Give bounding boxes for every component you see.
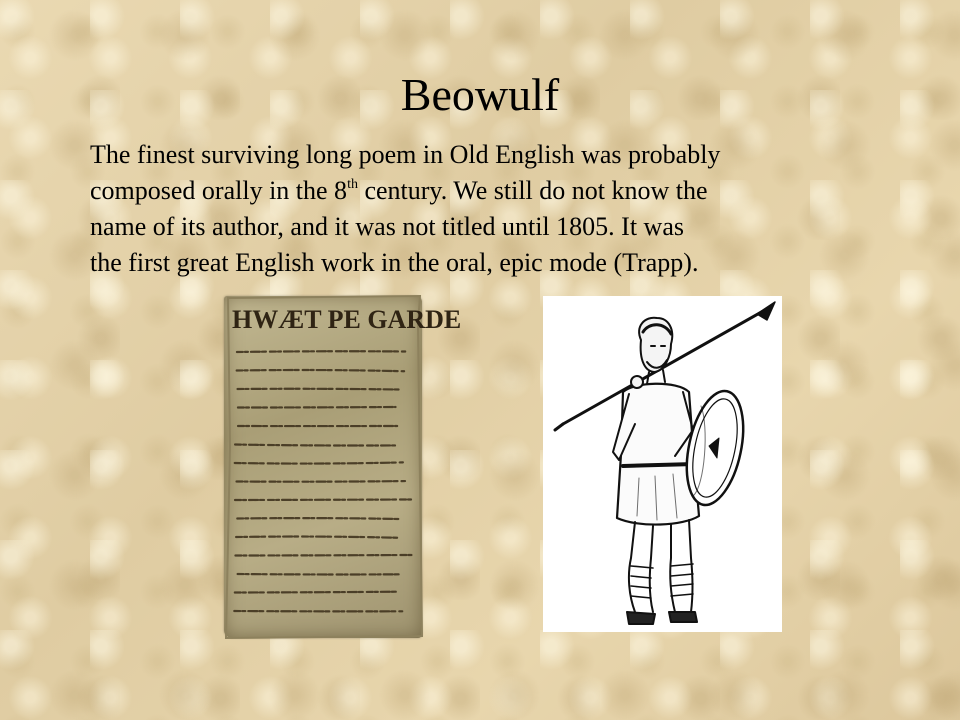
body-line-2-superscript: th <box>347 177 358 192</box>
slide-body-text <box>90 137 880 281</box>
manuscript-drawing <box>224 296 462 638</box>
manuscript-ink-line <box>236 537 401 538</box>
manuscript-page-image <box>224 296 462 638</box>
body-line-1: The finest surviving long poem in Old English was probably <box>90 140 721 169</box>
body-line-2-start: composed orally in the 8 <box>90 176 348 205</box>
manuscript-ink-line <box>235 445 395 446</box>
belt <box>623 464 695 466</box>
manuscript-ink-line <box>235 592 399 593</box>
manuscript-ink-line <box>237 518 400 519</box>
manuscript-ink-lines <box>234 351 413 611</box>
slide-title: Beowulf <box>400 69 560 120</box>
manuscript-ink-line <box>238 389 403 390</box>
manuscript-heading: HWÆT PE GARDE <box>232 305 462 334</box>
manuscript-ink-line <box>237 351 405 352</box>
manuscript-ink-line <box>235 555 411 556</box>
manuscript-ink-line <box>238 407 396 408</box>
warrior-drawing <box>543 296 782 632</box>
body-line-2 <box>90 173 880 209</box>
manuscript-ink-line <box>235 462 403 463</box>
body-line-2-end: century. We still do not know the <box>357 176 708 205</box>
warrior-illustration <box>543 296 782 632</box>
manuscript-ink-line <box>235 499 414 500</box>
manuscript-ink-line <box>237 481 405 482</box>
body-line-4: the first great English work in the oral, epic mode (Trapp). <box>90 248 699 277</box>
manuscript-ink-line <box>237 370 404 371</box>
spear-tip <box>757 302 775 320</box>
body-line-3: name of its author, and it was not titled until 1805. It was <box>90 212 684 241</box>
